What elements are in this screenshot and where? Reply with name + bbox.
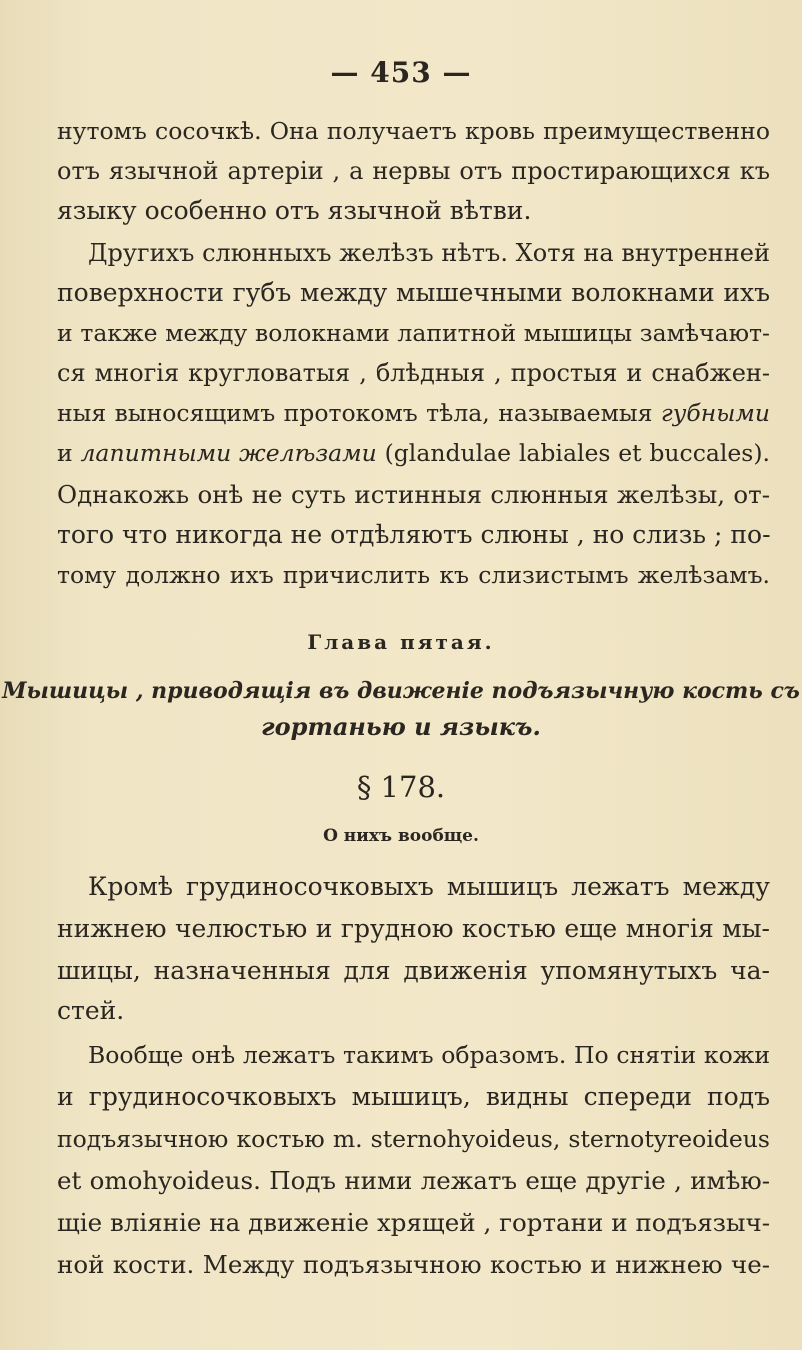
- text-line: того что никогда не отдѣляютъ слюны , но слизь ; по-: [57, 520, 771, 549]
- text-line: и грудиносочковыхъ мышицъ, видны спереди подъ: [57, 1082, 770, 1111]
- text-line: языку особенно отъ язычной вѣтви.: [57, 196, 532, 225]
- text-line: ся многія кругловатыя , блѣдныя , простыя и снабжен-: [57, 359, 770, 387]
- text-line: стей.: [57, 996, 125, 1025]
- text-line: щіе вліяніе на движеніе хрящей , гортани и подъязыч-: [57, 1208, 770, 1237]
- page-number: — 453 —: [330, 56, 472, 89]
- text-line: Вообще онѣ лежатъ такимъ образомъ. По снятіи кожи: [88, 1041, 770, 1069]
- section-number: § 178.: [356, 770, 446, 804]
- text-line: [57, 396, 770, 430]
- text-line: поверхности губъ между мышечными волокнами ихъ: [57, 278, 770, 307]
- text-line: Однакожь онѣ не суть истинныя слюнныя желѣзы, от-: [57, 480, 770, 509]
- text-line: ной кости. Между подъязычною костью и нижнею че-: [57, 1250, 770, 1279]
- chapter-subtitle-line: гортанью и языкъ.: [261, 712, 541, 741]
- text-line: и также между волокнами лапитной мышицы замѣчают-: [57, 319, 770, 347]
- text-line: нутомъ сосочкѣ. Она получаетъ кровь преимущественно: [57, 117, 770, 145]
- text-run: ныя выносящимъ протокомъ тѣла, называемыя: [57, 399, 653, 427]
- text-line: Другихъ слюнныхъ желѣзъ нѣтъ. Хотя на внутренней: [88, 239, 770, 267]
- text-line: Кромѣ грудиносочковыхъ мышицъ лежатъ между: [88, 872, 770, 901]
- text-line: нижнею челюстью и грудною костью еще многія мы-: [57, 914, 770, 943]
- text-run: и: [57, 439, 73, 467]
- section-title: О нихъ вообще.: [323, 826, 479, 846]
- text-line: [57, 436, 770, 470]
- text-line: шицы, назначенныя для движенія упомянутыхъ ча-: [57, 956, 770, 985]
- text-line: et omohyoideus. Подъ ними лежатъ еще другіе , имѣю-: [57, 1166, 770, 1195]
- text-line: отъ язычной артеріи , а нервы отъ простирающихся къ: [57, 157, 770, 185]
- chapter-title: Глава пятая.: [307, 630, 495, 654]
- chapter-subtitle-line: Мышицы , приводящія въ движеніе подъязычную кость съ: [2, 678, 800, 704]
- text-line: тому должно ихъ причислить къ слизистымъ желѣзамъ.: [57, 561, 770, 589]
- latin-term: (glandulae labiales et buccales).: [384, 439, 770, 467]
- italic-term: лапитными желѣзами: [80, 439, 377, 467]
- text-line: подъязычною костью m. sternohyoideus, sternotyreoideus: [57, 1125, 770, 1153]
- italic-term: губными: [660, 399, 770, 427]
